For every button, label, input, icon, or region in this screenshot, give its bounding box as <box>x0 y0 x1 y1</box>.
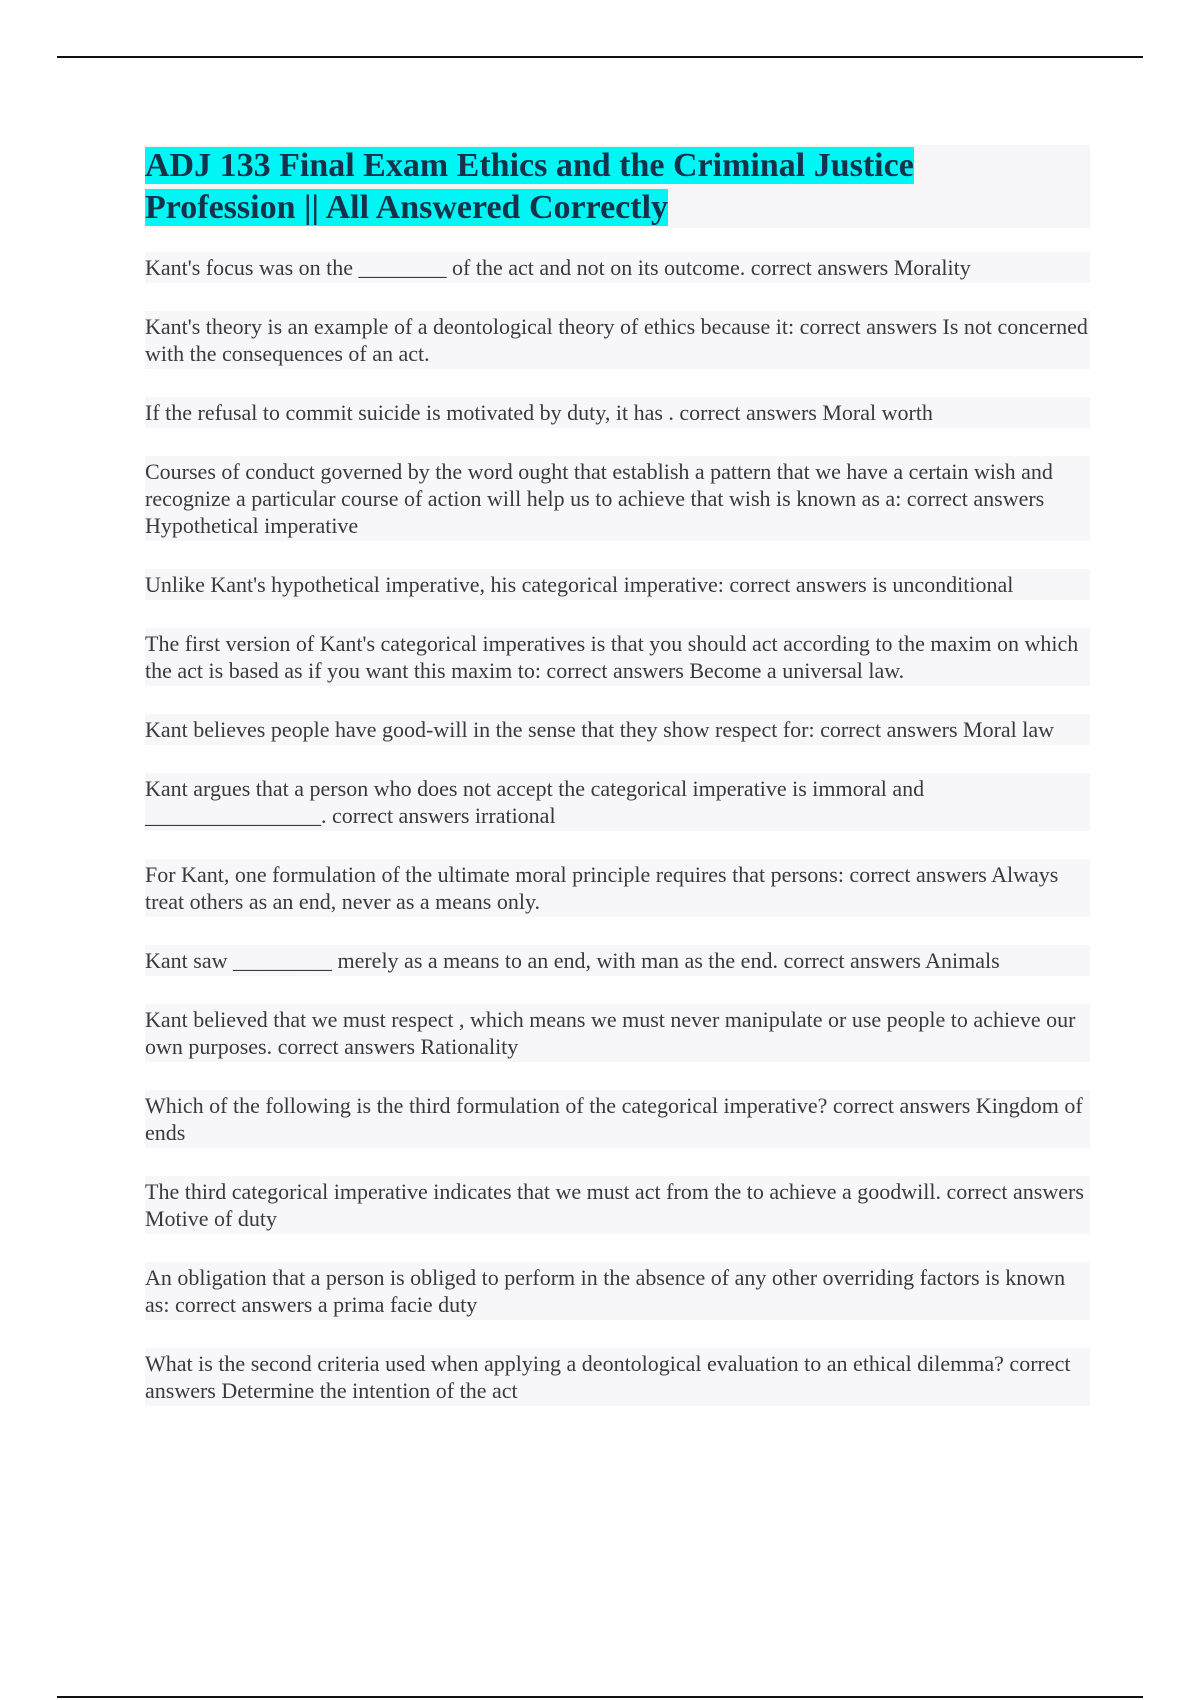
qa-item-text: Kant's focus was on the ________ of the act and not on its outcome. correct answers Morality <box>145 255 971 280</box>
qa-item-text: The third categorical imperative indicates that we must act from the to achieve a goodwill. correct answers Motive of duty <box>145 1179 1084 1231</box>
qa-item-text: Kant believes people have good-will in the sense that they show respect for: correct answers Moral law <box>145 717 1055 742</box>
qa-item-text: Kant believed that we must respect , which means we must never manipulate or use people to achieve our own purposes. correct answers Rationality <box>145 1007 1076 1059</box>
qa-item <box>145 773 1090 831</box>
qa-item <box>145 1090 1090 1148</box>
qa-item-text: For Kant, one formulation of the ultimate moral principle requires that persons: correct answers Always treat others as an end, never as a means only. <box>145 862 1059 914</box>
qa-item-text: Kant's theory is an example of a deontological theory of ethics because it: correct answers Is not concerned with the consequences of an act. <box>145 314 1088 366</box>
qa-item <box>145 859 1090 917</box>
qa-item <box>145 311 1090 369</box>
qa-item-text: Kant argues that a person who does not accept the categorical imperative is immoral and ________________. correct answers irrational <box>145 776 925 828</box>
qa-item <box>145 1262 1090 1320</box>
qa-item <box>145 252 1090 283</box>
qa-item <box>145 628 1090 686</box>
title-block <box>145 145 1090 228</box>
qa-item <box>145 714 1090 745</box>
bottom-rule <box>57 1696 1143 1698</box>
qa-item-text: Which of the following is the third formulation of the categorical imperative? correct answers Kingdom of ends <box>145 1093 1083 1145</box>
top-rule <box>57 56 1143 58</box>
qa-item-text: An obligation that a person is obliged to perform in the absence of any other overriding factors is known as: correct answers a prima facie duty <box>145 1265 1066 1317</box>
document-title-text: ADJ 133 Final Exam Ethics and the Criminal Justice Profession || All Answered Correctly <box>145 147 914 226</box>
qa-item <box>145 569 1090 600</box>
qa-item <box>145 456 1090 541</box>
qa-item <box>145 397 1090 428</box>
qa-item-text: Courses of conduct governed by the word ought that establish a pattern that we have a certain wish and recognize a particular course of action will help us to achieve that wish is known as a: correct answers Hypothetical imperative <box>145 459 1053 538</box>
qa-item-text: The first version of Kant's categorical imperatives is that you should act according to the maxim on which the act is based as if you want this maxim to: correct answers Become a universal law. <box>145 631 1079 683</box>
qa-item <box>145 1176 1090 1234</box>
qa-item-text: Unlike Kant's hypothetical imperative, his categorical imperative: correct answers is unconditional <box>145 572 1014 597</box>
qa-item <box>145 1004 1090 1062</box>
qa-item <box>145 1348 1090 1406</box>
qa-item <box>145 945 1090 976</box>
qa-list <box>145 252 1090 1434</box>
qa-item-text: What is the second criteria used when applying a deontological evaluation to an ethical dilemma? correct answers Determine the intention of the act <box>145 1351 1071 1403</box>
qa-item-text: Kant saw _________ merely as a means to an end, with man as the end. correct answers Animals <box>145 948 1000 973</box>
qa-item-text: If the refusal to commit suicide is motivated by duty, it has . correct answers Moral worth <box>145 400 933 425</box>
document-title <box>145 145 975 229</box>
